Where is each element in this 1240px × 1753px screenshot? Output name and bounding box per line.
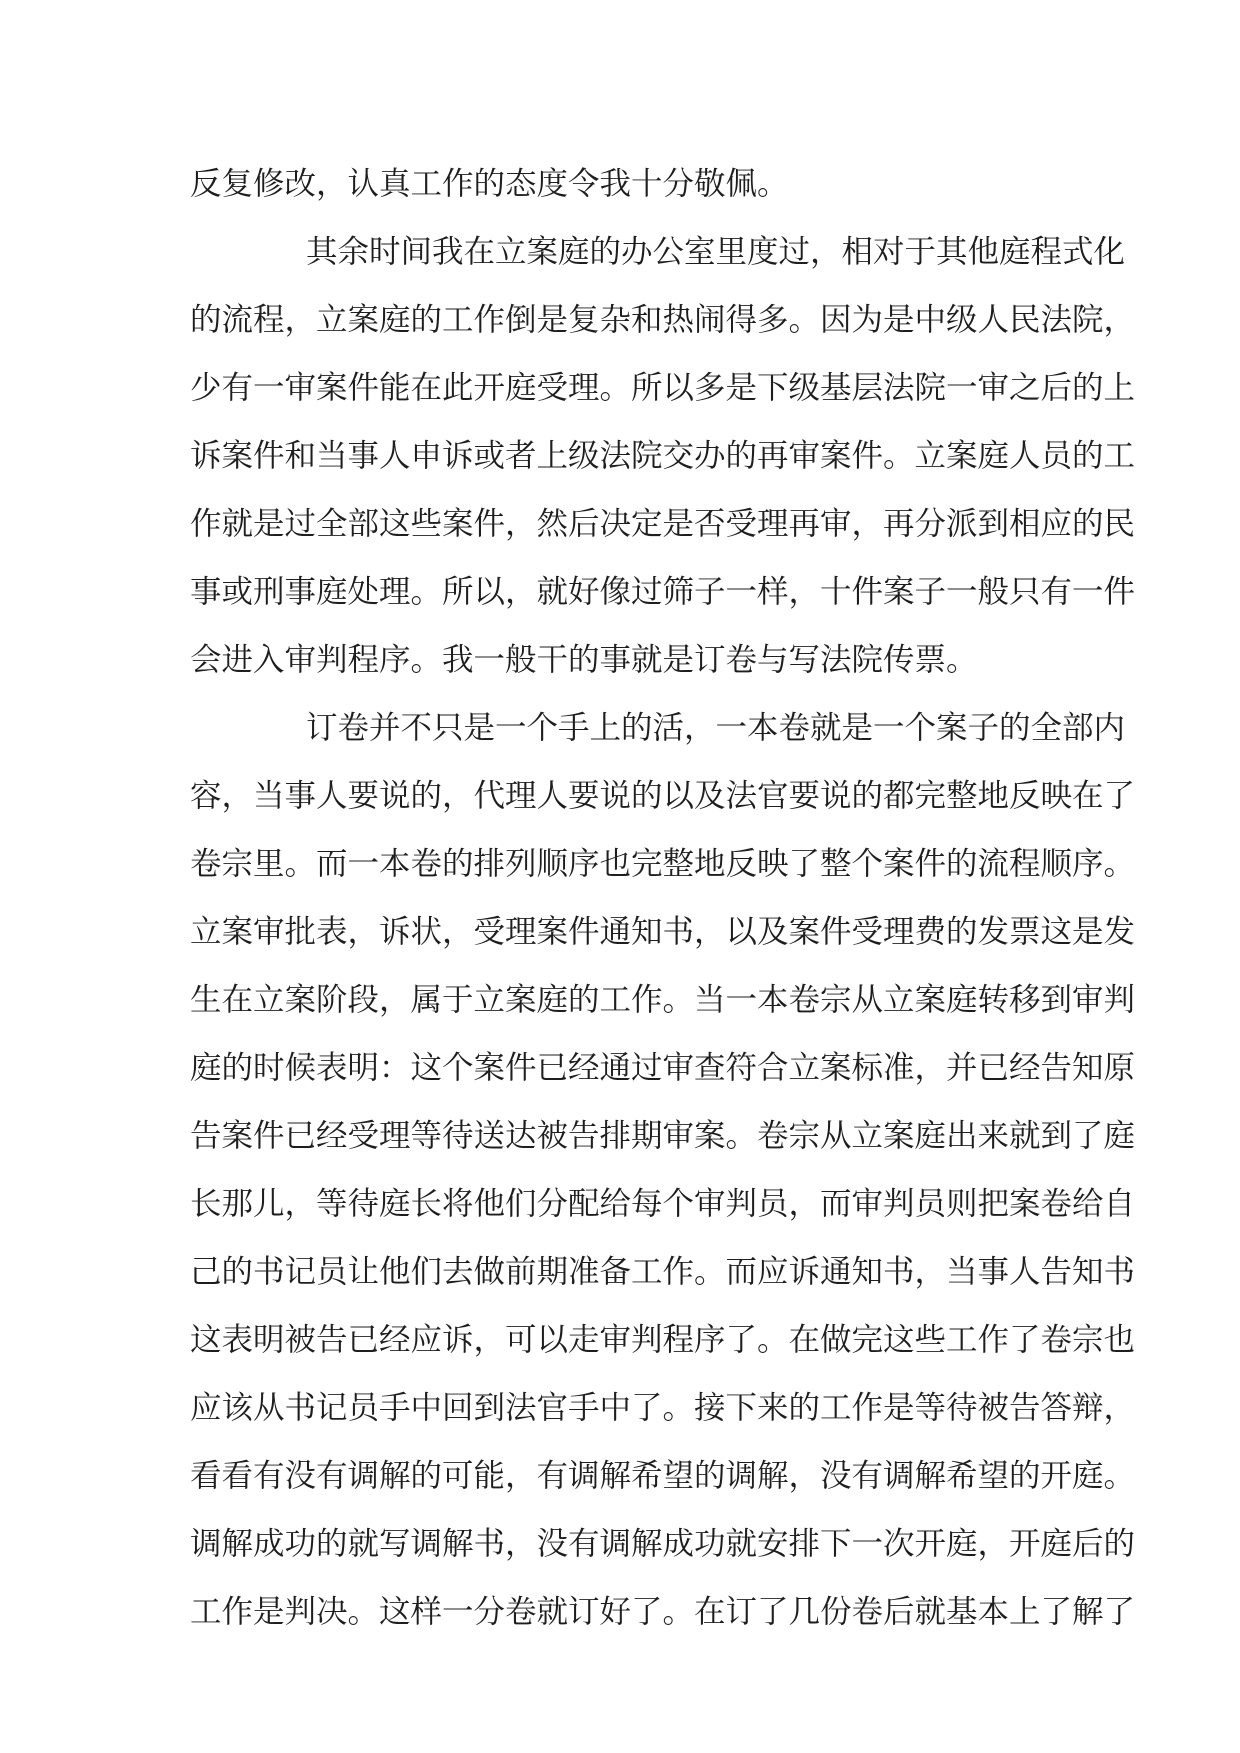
text-line: 诉案件和当事人申诉或者上级法院交办的再审案件。立案庭人员的工 (190, 438, 1136, 474)
text-line: 己的书记员让他们去做前期准备工作。而应诉通知书，当事人告知书 (190, 1254, 1136, 1290)
text-line: 作就是过全部这些案件，然后决定是否受理再审，再分派到相应的民 (190, 506, 1136, 542)
text-line: 立案审批表，诉状，受理案件通知书，以及案件受理费的发票这是发 (190, 914, 1136, 950)
text-line: 这表明被告已经应诉，可以走审判程序了。在做完这些工作了卷宗也 (190, 1322, 1136, 1358)
paragraph-first-line: 订卷并不只是一个手上的活，一本卷就是一个案子的全部内 (306, 710, 1126, 746)
text-line: 生在立案阶段，属于立案庭的工作。当一本卷宗从立案庭转移到审判 (190, 982, 1136, 1018)
text-line: 调解成功的就写调解书，没有调解成功就安排下一次开庭，开庭后的 (190, 1526, 1136, 1562)
text-line: 事或刑事庭处理。所以，就好像过筛子一样，十件案子一般只有一件 (190, 574, 1136, 610)
text-line: 应该从书记员手中回到法官手中了。接下来的工作是等待被告答辩， (190, 1390, 1136, 1426)
text-line: 容，当事人要说的，代理人要说的以及法官要说的都完整地反映在了 (190, 778, 1136, 814)
paragraph-first-line: 其余时间我在立案庭的办公室里度过，相对于其他庭程式化 (306, 234, 1126, 270)
text-line: 卷宗里。而一本卷的排列顺序也完整地反映了整个案件的流程顺序。 (190, 846, 1136, 882)
text-line: 看看有没有调解的可能，有调解希望的调解，没有调解希望的开庭。 (190, 1458, 1136, 1494)
text-line: 工作是判决。这样一分卷就订好了。在订了几份卷后就基本上了解了 (190, 1594, 1136, 1630)
text-line: 庭的时候表明：这个案件已经通过审查符合立案标准，并已经告知原 (190, 1050, 1136, 1086)
text-line: 会进入审判程序。我一般干的事就是订卷与写法院传票。 (190, 642, 978, 678)
text-line: 告案件已经受理等待送达被告排期审案。卷宗从立案庭出来就到了庭 (190, 1118, 1136, 1154)
text-line: 的流程，立案庭的工作倒是复杂和热闹得多。因为是中级人民法院， (190, 302, 1136, 338)
text-line: 少有一审案件能在此开庭受理。所以多是下级基层法院一审之后的上 (190, 370, 1136, 406)
text-line: 反复修改，认真工作的态度令我十分敬佩。 (190, 166, 789, 202)
text-line: 长那儿，等待庭长将他们分配给每个审判员，而审判员则把案卷给自 (190, 1186, 1136, 1222)
